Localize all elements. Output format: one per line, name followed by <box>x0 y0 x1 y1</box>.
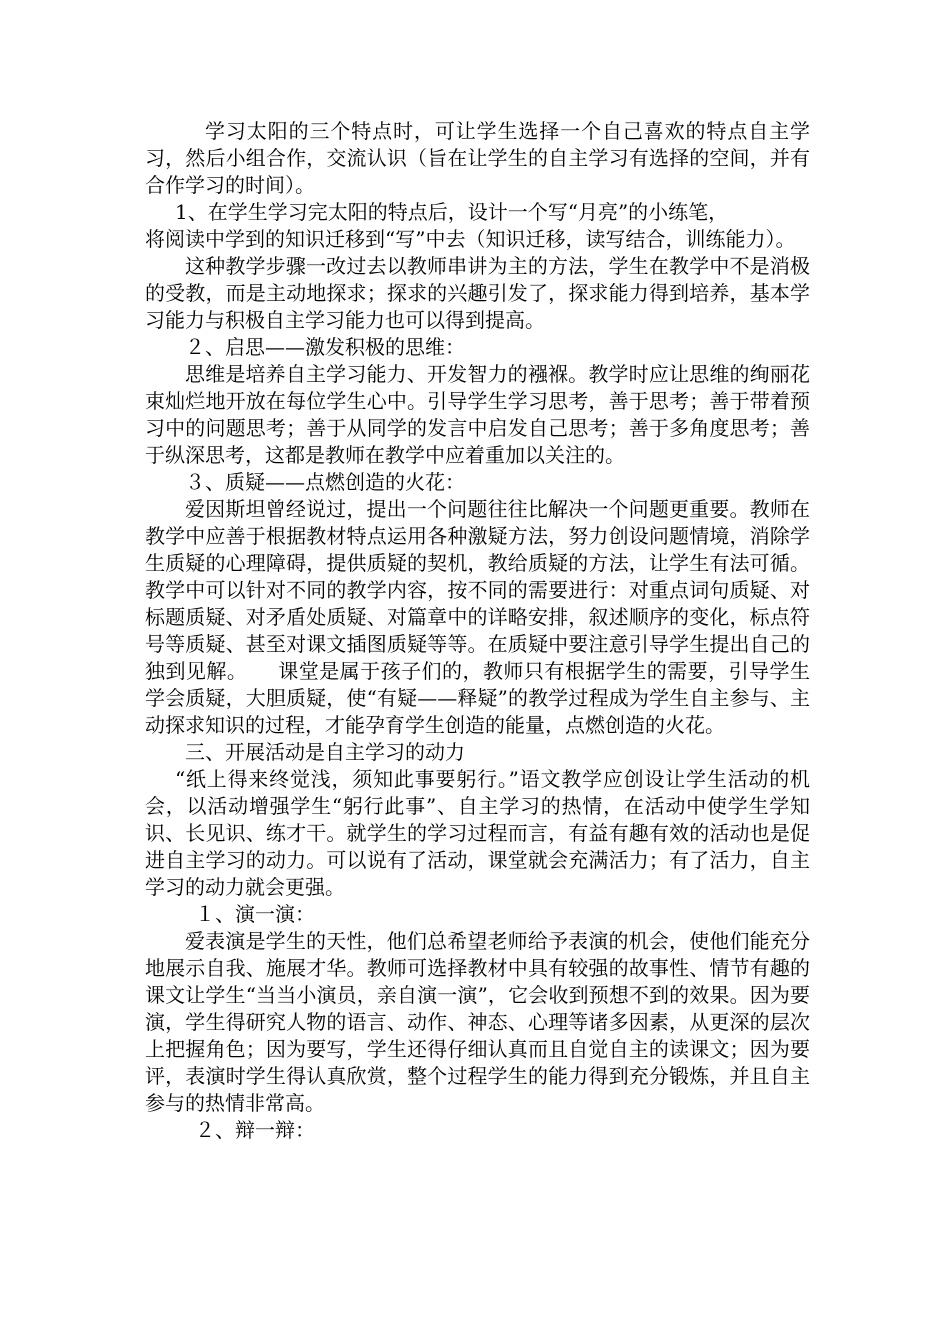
numbered-item-act-2: ２、辩一辩： <box>195 1118 315 1142</box>
body-paragraph: 爱表演是学生的天性，他们总希望老师给予表演的机会，使他们能充分地展示自我、施展才华。教师可选择教材中具有较强的故事性、情节有趣的课文让学生“当当小演员，亲自演一演”，它会收到预想不到的效果。因为要演，学生得研究人物的语言、动作、神态、心理等诸多因素，从更深的层次上把握角色；因为要写，学生还得仔细认真而且自觉自主的读课文；因为要评，表演时学生得认真欣赏，整个过程学生的能力得到充分锻炼，并且自主参与的热情非常高。 <box>145 929 810 1115</box>
body-paragraph: “纸上得来终觉浅，须知此事要躬行。”语文教学应创设让学生活动的机会，以活动增强学生“躬行此事”、自主学习的热情，在活动中使学生学知识、长见识、练才干。就学生的学习过程而言，有益有趣有效的活动也是促进自主学习的动力。可以说有了活动，课堂就会充满活力；有了活力，自主学习的动力就会更强。 <box>145 767 810 899</box>
body-paragraph: 将阅读中学到的知识迁移到“写”中去（知识迁移，读写结合，训练能力）。 <box>145 227 796 251</box>
body-paragraph: 思维是培养自主学习能力、开发智力的襁褓。教学时应让思维的绚丽花束灿烂地开放在每位学生心中。引导学生学习思考，善于思考；善于带着预习中的问题思考；善于从同学的发言中启发自己思考；善于多角度思考；善于纵深思考，这都是教师在教学中应着重加以关注的。 <box>145 362 810 467</box>
numbered-item-1: 1、在学生学习完太阳的特点后，设计一个写“月亮”的小练笔， <box>175 200 729 224</box>
body-paragraph: 学习太阳的三个特点时，可让学生选择一个自己喜欢的特点自主学习，然后小组合作，交流认识（旨在让学生的自主学习有选择的空间，并有合作学习的时间）。 <box>145 119 810 197</box>
numbered-item-act-1: １、演一演： <box>195 902 315 926</box>
body-paragraph: 这种教学步骤一改过去以教师串讲为主的方法，学生在教学中不是消极的受教，而是主动地探求；探求的兴趣引发了，探求能力得到培养，基本学习能力与积极自主学习能力也可以得到提高。 <box>145 254 810 332</box>
numbered-item-2-heading: ２、启思——激发积极的思维： <box>185 335 465 359</box>
body-paragraph: 爱因斯坦曾经说过，提出一个问题往往比解决一个问题更重要。教师在教学中应善于根据教材特点运用各种激疑方法，努力创设问题情境，消除学生质疑的心理障碍，提供质疑的契机，教给质疑的方法，让学生有法可循。教学中可以针对不同的教学内容，按不同的需要进行：对重点词句质疑、对标题质疑、对矛盾处质疑、对篇章中的详略安排，叙述顺序的变化，标点符号等质疑、甚至对课文插图质疑等等。在质疑中要注意引导学生提出自己的独到见解。 课堂是属于孩子们的，教师只有根据学生的需要，引导学生学会质疑，大胆质疑，使“有疑——释疑”的教学过程成为学生自主参与、主动探求知识的过程，才能孕育学生创造的能量，点燃创造的火花。 <box>145 497 810 737</box>
section-heading-three: 三、开展活动是自主学习的动力 <box>185 740 465 764</box>
numbered-item-3-heading: ３、质疑——点燃创造的火花： <box>185 470 465 494</box>
